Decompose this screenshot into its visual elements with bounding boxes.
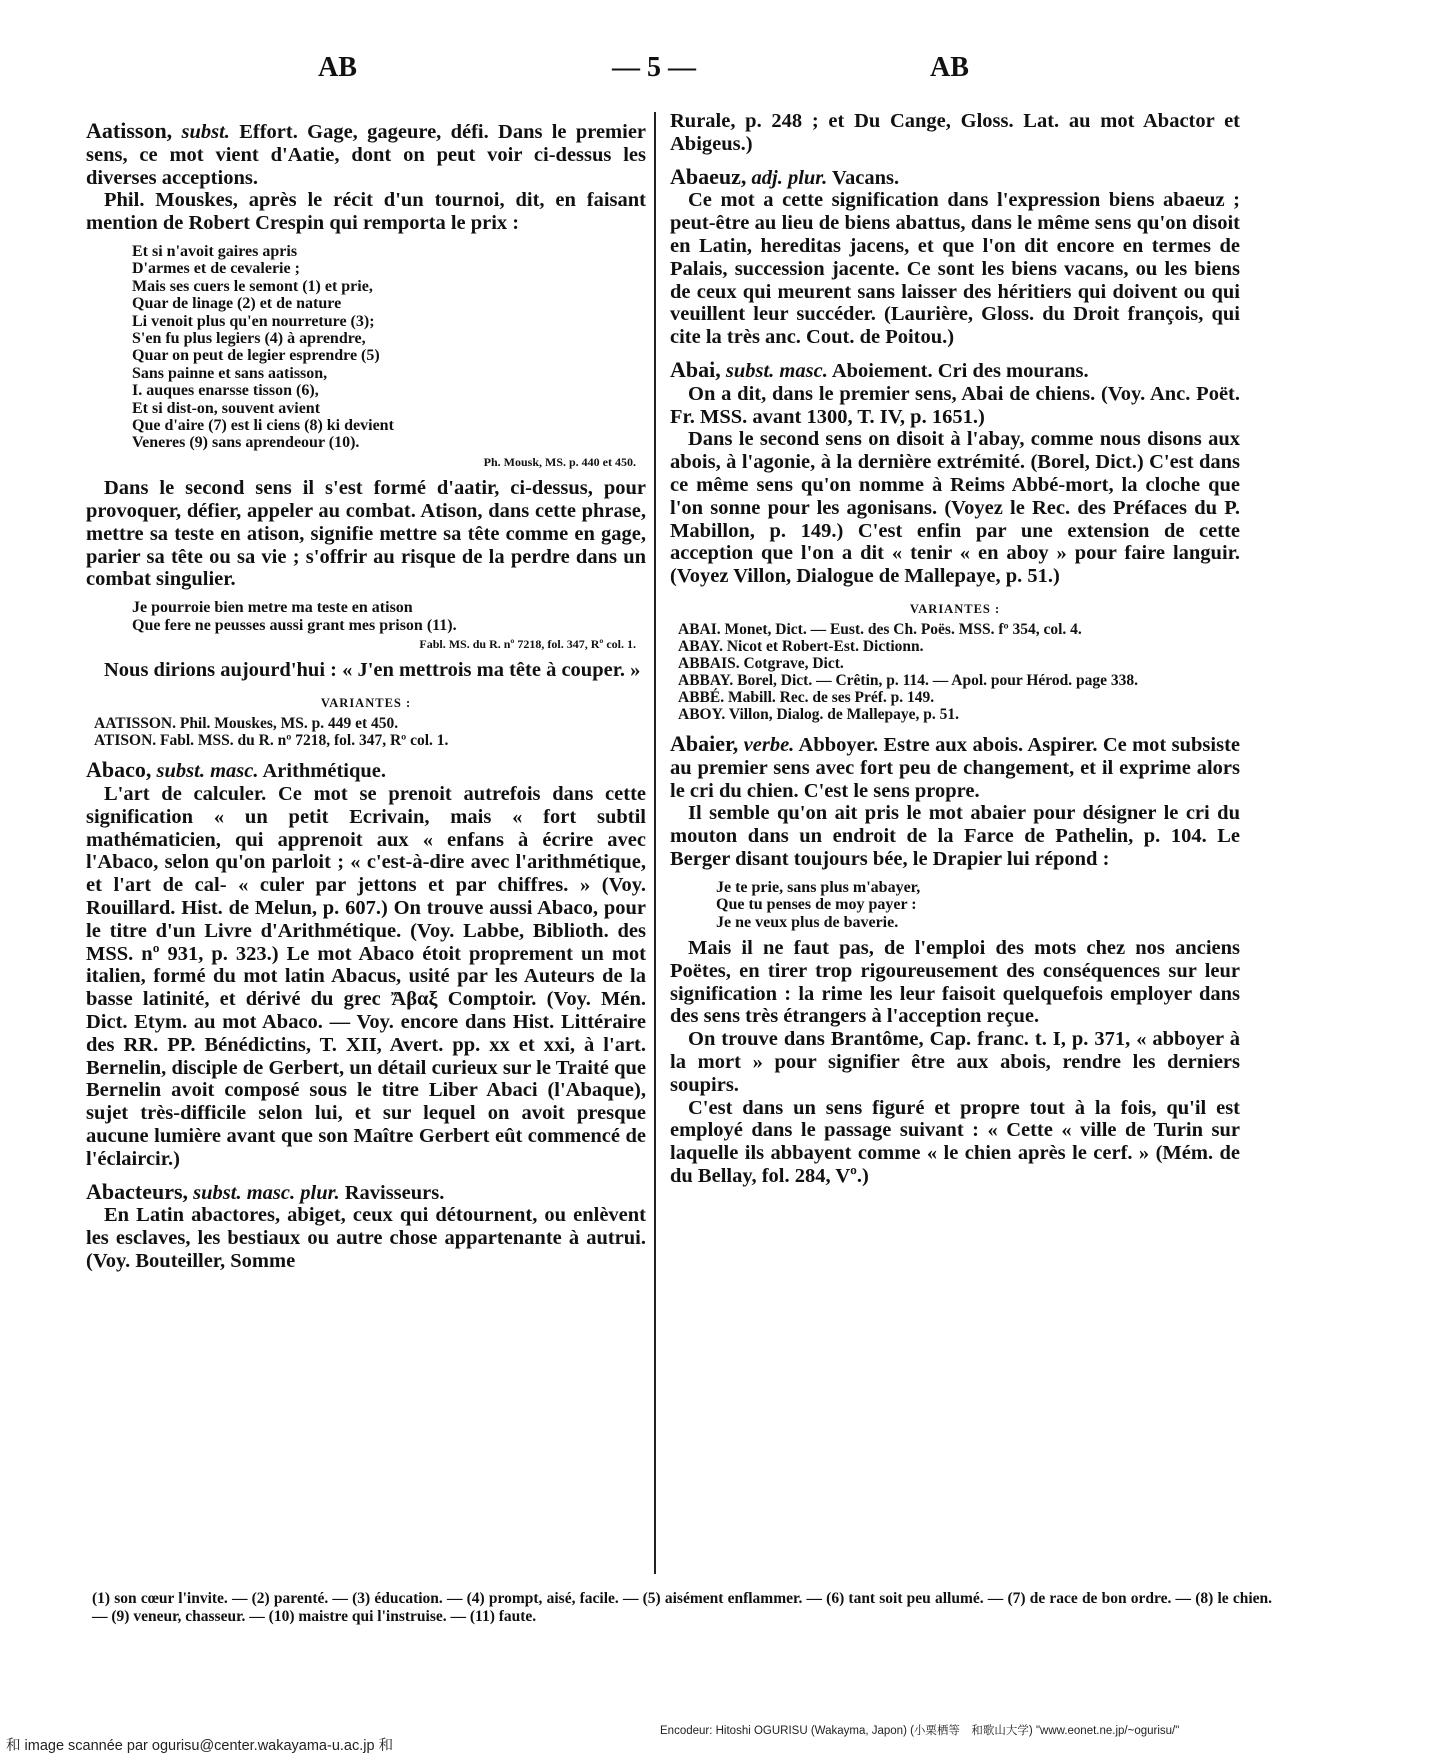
dictionary-entry — [670, 163, 1240, 190]
entry-headword: Abaier, — [670, 730, 739, 756]
verse-source: Ph. Mousk, MS. p. 440 et 450. — [483, 454, 636, 469]
variante-line: AATISSON. Phil. Mouskes, MS. p. 449 et 450. — [94, 715, 399, 733]
variantes-list — [86, 715, 646, 749]
verse-source: Fabl. MS. du R. nº 7218, fol. 347, Rº col. 1. — [419, 637, 636, 652]
variante-line: ABAY. Nicot et Robert-Est. Dictionn. — [678, 637, 924, 655]
dictionary-entry — [86, 1178, 646, 1205]
verse-line: D'armes et de cevalerie ; — [132, 260, 300, 278]
right-column — [670, 110, 1240, 1188]
column-divider — [654, 112, 656, 1574]
entry-paragraph: L'art de calculer. Ce mot se prenoit autrefois dans cette signification « un petit Ecrivain, mais « fort subtil mathématicien, qui apprenoit aux « enfans à écrire avec l'Abaco, selon qu'on parloit ; « c'est-à-dire avec l'arithmétique, et l'art de cal- « culer par jettons et par chiffres. » (Voy. Rouillard. Hist. de Melun, p. 607.) On trouve aussi Abaco, pour le titre d'un Livre d'Arithmétique. (Voy. Labbe, Biblioth. des MSS. nº 931, p. 323.) Le mot Abaco étoit proprement un mot italien, formé du mot latin Abacus, usité par les Auteurs de la basse latinité, et dérivé du grec Ἄβαξ Comptoir. (Voy. Mén. Dict. Etym. au mot Abaco. — Voy. encore dans Hist. Littéraire des RR. PP. Bénédictins, T. XII, Avert. pp. xx et xxi, à l'art. Bernelin, disciple de Gerbert, un détail curieux sur le Traité que Bernelin avoit composé sous le titre Liber Abaci (l'Abaque), sujet très-difficile selon lui, et sur lequel on avoit presque aucune lumière avant que son Maître Gerbert eût commencé de l'éclaircir.) — [86, 783, 646, 1170]
dictionary-entry — [670, 356, 1240, 383]
entry-definition: Ravisseurs. — [344, 1181, 445, 1204]
variante-line: ABAI. Monet, Dict. — Eust. des Ch. Poës. MSS. fº 354, col. 4. — [678, 620, 1082, 638]
verse-quotation — [670, 879, 1240, 931]
verse-line: S'en fu plus legiers (4) à aprendre, — [132, 330, 366, 348]
entry-headword: Abaeuz, — [670, 163, 747, 189]
verse-line: Je ne veux plus de baverie. — [716, 913, 899, 931]
entry-paragraph: Nous dirions aujourd'hui : « J'en mettrois ma tête à couper. » — [104, 659, 641, 682]
variante-line: ABBÉ. Mabill. Rec. de ses Préf. p. 149. — [678, 688, 935, 706]
verse-line: I. auques enarsse tisson (6), — [132, 382, 319, 400]
variantes-title: VARIANTES : — [320, 696, 412, 711]
verse-line: Veneres (9) sans aprendeour (10). — [132, 434, 360, 452]
entry-part-of-speech: subst. — [181, 121, 230, 143]
continued-paragraph: Rurale, p. 248 ; et Du Cange, Gloss. Lat. au mot Abactor et Abigeus.) — [670, 110, 1240, 155]
entry-headword: Abaco, — [86, 757, 152, 783]
scan-credit: 和 image scannée par ogurisu@center.wakayama-u.ac.jp 和 — [6, 1738, 394, 1754]
entry-part-of-speech: subst. masc. — [725, 359, 828, 382]
entry-definition: Arithmétique. — [262, 760, 387, 783]
verse-line: Li venoit plus qu'en nourreture (3); — [132, 312, 375, 330]
running-head-right: AB — [930, 52, 969, 83]
entry-paragraph: On trouve dans Brantôme, Cap. franc. t. I, p. 371, « abboyer à la mort » pour signifier être aux abois, rendre les derniers soupirs. — [670, 1028, 1240, 1096]
verse-line: Je pourroie bien metre ma teste en atison — [132, 599, 413, 617]
entry-paragraph: Mais il ne faut pas, de l'emploi des mots chez nos anciens Poëtes, en tirer trop rigoureusement des conséquences sur leur signification : la rime les leur faisoit quelquefois employer dans des sens très étrangers à l'acception reçue. — [670, 936, 1240, 1028]
entry-headword: Abai, — [670, 356, 721, 382]
verse-line: Sans painne et sans aatisson, — [132, 364, 328, 382]
entry-definition: Aboiement. Cri des mourans. — [831, 359, 1089, 382]
entry-paragraph: Dans le second sens il s'est formé d'aatir, ci-dessus, pour provoquer, défier, appeler au combat. Atison, dans cette phrase, mettre sa teste en atison, signifie mettre sa tête comme en gage, parier sa tête ou sa vie ; s'offrir au risque de la perdre dans un combat singulier. — [86, 477, 646, 591]
entry-headword: Abacteurs, — [86, 1178, 189, 1204]
dictionary-entry — [86, 759, 646, 783]
entry-definition: Effort. Gage, gageure, défi. Dans le premier sens, ce mot vient d'Aatie, dont on peut voir ci-dessus les diverses acceptions. — [86, 121, 647, 189]
verse-line: Je te prie, sans plus m'abayer, — [716, 878, 921, 896]
verse-line: Que tu penses de moy payer : — [716, 896, 917, 914]
entry-part-of-speech: subst. masc. plur. — [193, 1181, 340, 1204]
entry-definition: Vacans. — [832, 166, 900, 189]
entry-paragraph: Dans le second sens on disoit à l'abay, comme nous disons aux abois, à l'agonie, à la dernière extrémité. (Borel, Dict.) C'est dans ce même sens qu'on nomme à Reims Abbé-mort, la cloche que l'on sonne pour les agonisans. (Voyez le Rec. des Préfaces du P. Mabillon, p. 149.) C'est enfin par une extension de cette acception que l'on a dit « tenir « en aboy » pour faire languir. (Voyez Villon, Dialogue de Mallepaye, p. 51.) — [670, 428, 1240, 588]
entry-paragraph: On a dit, dans le premier sens, Abai de chiens. (Voy. Anc. Poët. Fr. MSS. avant 1300, T. IV, p. 1651.) — [670, 382, 1240, 428]
dictionary-entry — [86, 120, 646, 189]
left-column — [86, 110, 646, 1273]
entry-paragraph: Il semble qu'on ait pris le mot abaier pour désigner le cri du mouton dans un endroit de la Farce de Pathelin, p. 104. Le Berger disant toujours bée, le Drapier lui répond : — [670, 802, 1240, 870]
verse-line: Mais ses cuers le semont (1) et prie, — [132, 277, 373, 295]
variante-line: ABBAIS. Cotgrave, Dict. — [678, 654, 844, 672]
entry-paragraph: C'est dans un sens figuré et propre tout à la fois, qu'il est employé dans le passage suivant : « Cette « ville de Turin sur laquelle ils abbayent comme « le chien après le cerf. » (Mém. de du Bellay, fol. 284, Vº.) — [670, 1096, 1240, 1187]
variantes-title: VARIANTES : — [909, 601, 1001, 616]
verse-line: Que d'aire (7) est li ciens (8) ki devient — [132, 417, 394, 435]
verse-quotation — [86, 243, 646, 471]
verse-line: Quar on peut de legier esprendre (5) — [132, 347, 380, 365]
page-number: — 5 — — [612, 52, 696, 83]
variante-line: ATISON. Fabl. MSS. du R. nº 7218, fol. 347, Rº col. 1. — [94, 732, 449, 750]
entry-paragraph: En Latin abactores, abiget, ceux qui détournent, ou enlèvent les esclaves, les bestiaux ou autre chose appartenante à autrui. (Voy. Bouteiller, Somme — [86, 1204, 646, 1272]
entry-part-of-speech: subst. masc. — [156, 760, 259, 783]
entry-part-of-speech: verbe. — [743, 733, 795, 756]
verse-quotation — [86, 599, 646, 653]
verse-line: Quar de linage (2) et de nature — [132, 295, 342, 313]
footnotes: (1) son cœur l'invite. — (2) parenté. — (3) éducation. — (4) prompt, aisé, facile. — (5) aisément enflammer. — (6) tant soit peu allumé. — (7) de race de bon ordre. — (8) le chien. — (9) veneur, chasseur. — (10) maistre qui l'instruise. — (11) faute. — [92, 1590, 1272, 1625]
encoder-credit: Encodeur: Hitoshi OGURISU (Wakayma, Japon) (小栗栖等 和歌山大学) "www.eonet.ne.jp/~ogurisu/" — [660, 1725, 1180, 1737]
entry-definition: Abboyer. Estre aux abois. Aspirer. Ce mot subsiste au premier sens avec fort peu de changement, et il exprime alors le cri du chien. C'est le sens propre. — [670, 733, 1240, 802]
variantes-list — [670, 621, 1240, 723]
entry-paragraph: Phil. Mouskes, après le récit d'un tournoi, dit, en faisant mention de Robert Crespin qui remporta le prix : — [86, 189, 646, 235]
verse-line: Et si n'avoit gaires apris — [132, 242, 298, 260]
dictionary-entry — [670, 730, 1240, 802]
verse-line: Que fere ne peusses aussi grant mes prison (11). — [132, 616, 457, 634]
entry-paragraph: Ce mot a cette signification dans l'expression biens abaeuz ; peut-être au lieu de biens abattus, dans le même sens qu'on disoit en Latin, hereditas jacens, et que l'on dit encore en termes de Palais, succession jacente. Ce sont les biens vacans, ou les biens de ceux qui meurent sans laisser des héritiers qui doivent ou qui veuillent leur succéder. (Laurière, Gloss. du Droit françois, qui cite la très anc. Cout. de Poitou.) — [670, 189, 1240, 349]
variante-line: ABOY. Villon, Dialog. de Mallepaye, p. 51. — [678, 705, 960, 723]
entry-headword: Aatisson, — [86, 118, 173, 143]
verse-line: Et si dist-on, souvent avient — [132, 399, 321, 417]
entry-part-of-speech: adj. plur. — [751, 166, 828, 189]
running-head-left: AB — [318, 52, 357, 83]
page-header — [0, 52, 1431, 92]
variante-line: ABBAY. Borel, Dict. — Crêtin, p. 114. — Apol. pour Hérod. page 338. — [678, 671, 1139, 689]
